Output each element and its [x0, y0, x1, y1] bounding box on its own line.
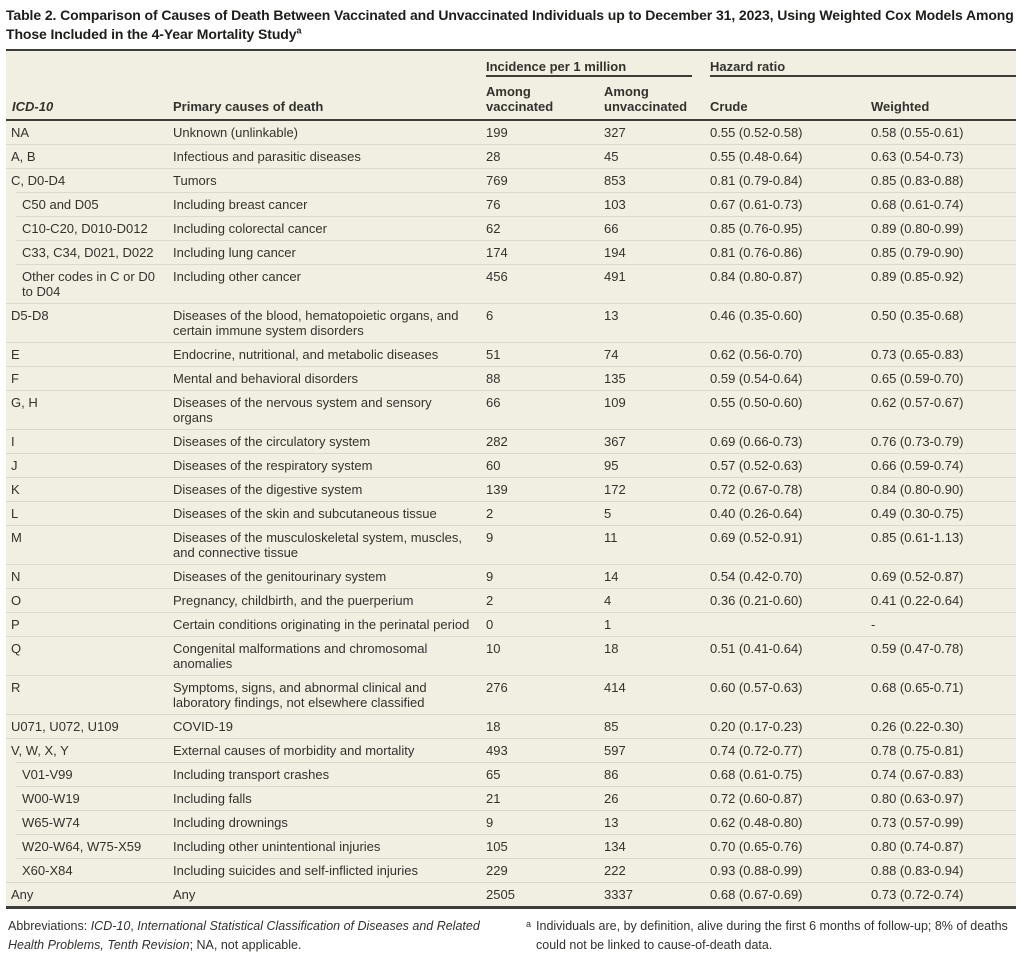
- cell-unvaccinated: 597: [604, 743, 626, 758]
- cell-crude: 0.68 (0.61-0.75): [710, 767, 803, 782]
- cell-vaccinated: 229: [486, 863, 508, 878]
- cell-crude: 0.55 (0.52-0.58): [710, 125, 803, 140]
- cell-vaccinated: 493: [486, 743, 508, 758]
- cell-weighted: 0.50 (0.35-0.68): [871, 308, 964, 323]
- cell-weighted: 0.63 (0.54-0.73): [871, 149, 964, 164]
- cell-crude: 0.69 (0.66-0.73): [710, 434, 803, 449]
- cell-weighted: 0.85 (0.83-0.88): [871, 173, 964, 188]
- footnote-a: [526, 917, 1016, 955]
- cell-weighted: 0.85 (0.79-0.90): [871, 245, 964, 260]
- cell-weighted: 0.80 (0.74-0.87): [871, 839, 964, 854]
- cell-icd: U071, U072, U109: [11, 719, 119, 734]
- cell-crude: 0.85 (0.76-0.95): [710, 221, 803, 236]
- cell-weighted: 0.85 (0.61-1.13): [871, 530, 964, 545]
- table-row: [6, 564, 1016, 588]
- cell-icd: K: [11, 482, 20, 497]
- cell-vaccinated: 6: [486, 308, 494, 323]
- cell-cause: Mental and behavioral disorders: [173, 371, 358, 386]
- col-group-incidence-label: Incidence per 1 million: [486, 59, 627, 74]
- table-row: [6, 121, 1016, 144]
- cell-vaccinated: 282: [486, 434, 508, 449]
- cell-crude: 0.46 (0.35-0.60): [710, 308, 803, 323]
- cell-icd: G, H: [11, 395, 38, 410]
- cell-crude: 0.57 (0.52-0.63): [710, 458, 803, 473]
- table-row: [6, 429, 1016, 453]
- cell-weighted: 0.62 (0.57-0.67): [871, 395, 964, 410]
- cell-icd: NA: [11, 125, 30, 140]
- footnote-a-marker: a: [526, 919, 532, 929]
- table-row: [6, 612, 1016, 636]
- cell-crude: 0.69 (0.52-0.91): [710, 530, 803, 545]
- cell-vaccinated: 65: [486, 767, 501, 782]
- cell-vaccinated: 9: [486, 569, 494, 584]
- cell-vaccinated: 10: [486, 641, 501, 656]
- cell-icd: M: [11, 530, 22, 545]
- cell-weighted: 0.89 (0.85-0.92): [871, 269, 964, 284]
- col-header-vaccinated-label: Among vaccinated: [486, 84, 554, 114]
- cell-unvaccinated: 103: [604, 197, 626, 212]
- cell-vaccinated: 9: [486, 530, 494, 545]
- cell-cause: Diseases of the digestive system: [173, 482, 363, 497]
- table-row: [6, 636, 1016, 675]
- col-header-vaccinated: [478, 84, 596, 114]
- cell-vaccinated: 76: [486, 197, 501, 212]
- cell-vaccinated: 18: [486, 719, 501, 734]
- cell-cause: Unknown (unlinkable): [173, 125, 299, 140]
- cell-crude: 0.40 (0.26-0.64): [710, 506, 803, 521]
- cell-weighted: 0.68 (0.65-0.71): [871, 680, 964, 695]
- col-header-cause: Primary causes of death: [173, 99, 324, 114]
- cell-crude: 0.62 (0.48-0.80): [710, 815, 803, 830]
- table-row: [6, 366, 1016, 390]
- cell-unvaccinated: 11: [604, 530, 618, 545]
- cell-vaccinated: 88: [486, 371, 501, 386]
- cell-crude: 0.55 (0.48-0.64): [710, 149, 803, 164]
- cell-vaccinated: 66: [486, 395, 501, 410]
- cell-crude: 0.70 (0.65-0.76): [710, 839, 803, 854]
- cell-cause: Including falls: [173, 791, 252, 806]
- col-group-hazard: [702, 51, 1016, 77]
- cell-weighted: 0.76 (0.73-0.79): [871, 434, 964, 449]
- table-row: [6, 675, 1016, 714]
- col-header-weighted: Weighted: [871, 99, 930, 114]
- cell-weighted: 0.73 (0.72-0.74): [871, 887, 964, 902]
- table-row: [6, 714, 1016, 738]
- cell-cause: Pregnancy, childbirth, and the puerperium: [173, 593, 414, 608]
- cell-vaccinated: 9: [486, 815, 494, 830]
- cell-icd: C, D0-D4: [11, 173, 66, 188]
- cell-unvaccinated: 85: [604, 719, 619, 734]
- cell-unvaccinated: 853: [604, 173, 626, 188]
- cell-unvaccinated: 367: [604, 434, 626, 449]
- cell-cause: Symptoms, signs, and abnormal clinical and laboratory findings, not elsewhere classified: [173, 680, 427, 710]
- cell-unvaccinated: 109: [604, 395, 626, 410]
- cell-cause: Diseases of the skin and subcutaneous tissue: [173, 506, 437, 521]
- cell-icd: I: [11, 434, 15, 449]
- cell-cause: Including other cancer: [173, 269, 301, 284]
- col-header-crude: Crude: [710, 99, 748, 114]
- table-row: [6, 342, 1016, 366]
- table-row: [6, 834, 1016, 858]
- table-row: [6, 858, 1016, 882]
- table-title-text: Table 2. Comparison of Causes of Death Between Vaccinated and Unvaccinated Individuals up to December 31, 2023, Using Weighted Cox Models Among Those Included in the 4-Year Mortality Study: [6, 7, 1014, 42]
- cell-crude: 0.59 (0.54-0.64): [710, 371, 803, 386]
- table-group-header-row: [6, 51, 1016, 77]
- cell-weighted: 0.26 (0.22-0.30): [871, 719, 964, 734]
- abbreviations-note: [8, 917, 500, 955]
- cell-crude: 0.72 (0.60-0.87): [710, 791, 803, 806]
- cell-crude: 0.68 (0.67-0.69): [710, 887, 803, 902]
- cell-icd: O: [11, 593, 22, 608]
- cell-weighted: 0.88 (0.83-0.94): [871, 863, 964, 878]
- table-column-header-row: [6, 77, 1016, 121]
- cell-crude: 0.74 (0.72-0.77): [710, 743, 803, 758]
- abbreviations-note-segment: ICD-10: [90, 919, 131, 933]
- table-row: [6, 168, 1016, 192]
- table-row: [6, 192, 1016, 216]
- cell-icd: A, B: [11, 149, 36, 164]
- cell-cause: Diseases of the blood, hematopoietic organs, and certain immune system disorders: [173, 308, 459, 338]
- cell-unvaccinated: 135: [604, 371, 626, 386]
- table-row: [6, 216, 1016, 240]
- cell-unvaccinated: 66: [604, 221, 619, 236]
- table-row: [6, 303, 1016, 342]
- cell-icd: D5-D8: [11, 308, 49, 323]
- cell-icd: L: [11, 506, 19, 521]
- cell-weighted: 0.73 (0.57-0.99): [871, 815, 964, 830]
- cell-weighted: 0.78 (0.75-0.81): [871, 743, 964, 758]
- col-header-unvaccinated-label: Among unvaccinated: [604, 84, 688, 114]
- cell-cause: Including other unintentional injuries: [173, 839, 381, 854]
- cell-unvaccinated: 14: [604, 569, 619, 584]
- cell-weighted: 0.49 (0.30-0.75): [871, 506, 964, 521]
- cell-icd: F: [11, 371, 19, 386]
- cell-unvaccinated: 74: [604, 347, 619, 362]
- cell-weighted: 0.68 (0.61-0.74): [871, 197, 964, 212]
- footnote-a-text: Individuals are, by definition, alive during the first 6 months of follow-up; 8% of deaths could not be linked to cause-of-death data.: [536, 919, 1008, 952]
- cell-weighted: 0.41 (0.22-0.64): [871, 593, 964, 608]
- table-row: [6, 264, 1016, 303]
- cell-vaccinated: 2: [486, 506, 494, 521]
- col-header-icd: ICD-10: [12, 99, 54, 114]
- cell-cause: Endocrine, nutritional, and metabolic diseases: [173, 347, 439, 362]
- cell-crude: [702, 613, 863, 636]
- cell-weighted: 0.74 (0.67-0.83): [871, 767, 964, 782]
- cell-unvaccinated: 5: [604, 506, 612, 521]
- table-title: [6, 0, 1016, 44]
- cell-weighted: 0.73 (0.65-0.83): [871, 347, 964, 362]
- abbreviations-note-segment: International Statistical Classification of Diseases and Related Health Problems, Tenth Revision: [8, 919, 480, 952]
- cell-unvaccinated: 3337: [604, 887, 633, 902]
- cell-weighted: 0.59 (0.47-0.78): [871, 641, 964, 656]
- cell-icd: Q: [11, 641, 22, 656]
- cell-weighted: 0.80 (0.63-0.97): [871, 791, 964, 806]
- cell-vaccinated: 21: [486, 791, 501, 806]
- cell-cause: COVID-19: [173, 719, 233, 734]
- cell-icd: C10-C20, D010-D012: [22, 221, 148, 236]
- cell-vaccinated: 2: [486, 593, 494, 608]
- table-row: [6, 390, 1016, 429]
- cell-vaccinated: 199: [486, 125, 508, 140]
- cell-cause: Including lung cancer: [173, 245, 296, 260]
- table-body: [6, 121, 1016, 906]
- cell-crude: 0.67 (0.61-0.73): [710, 197, 803, 212]
- cell-cause: Diseases of the respiratory system: [173, 458, 373, 473]
- cell-crude: 0.60 (0.57-0.63): [710, 680, 803, 695]
- cell-vaccinated: 769: [486, 173, 508, 188]
- group-header-spacer: [6, 51, 478, 77]
- cell-unvaccinated: 327: [604, 125, 626, 140]
- cell-icd: W00-W19: [22, 791, 80, 806]
- cell-unvaccinated: 414: [604, 680, 626, 695]
- cell-icd: V01-V99: [22, 767, 73, 782]
- cell-vaccinated: 276: [486, 680, 508, 695]
- cell-icd: W65-W74: [22, 815, 80, 830]
- cell-crude: 0.62 (0.56-0.70): [710, 347, 803, 362]
- cell-weighted: 0.66 (0.59-0.74): [871, 458, 964, 473]
- cell-cause: Congenital malformations and chromosomal anomalies: [173, 641, 428, 671]
- cell-cause: Tumors: [173, 173, 217, 188]
- cell-crude: 0.36 (0.21-0.60): [710, 593, 803, 608]
- cell-unvaccinated: 13: [604, 815, 619, 830]
- cell-vaccinated: 0: [486, 617, 494, 632]
- abbreviations-note-segment: Abbreviations:: [8, 919, 91, 933]
- cell-vaccinated: 2505: [486, 887, 515, 902]
- cell-icd: W20-W64, W75-X59: [22, 839, 142, 854]
- table-row: [6, 453, 1016, 477]
- table-row: [6, 810, 1016, 834]
- table-row: [6, 477, 1016, 501]
- cell-icd: J: [11, 458, 18, 473]
- cell-icd: V, W, X, Y: [11, 743, 69, 758]
- cell-icd: E: [11, 347, 20, 362]
- cell-unvaccinated: 26: [604, 791, 619, 806]
- cell-unvaccinated: 134: [604, 839, 626, 854]
- cell-unvaccinated: 45: [604, 149, 619, 164]
- cell-crude: 0.84 (0.80-0.87): [710, 269, 803, 284]
- cell-vaccinated: 28: [486, 149, 501, 164]
- cell-vaccinated: 51: [486, 347, 501, 362]
- cell-vaccinated: 62: [486, 221, 501, 236]
- cell-crude: 0.81 (0.76-0.86): [710, 245, 803, 260]
- data-table: [6, 49, 1016, 909]
- cell-weighted: 0.69 (0.52-0.87): [871, 569, 964, 584]
- col-group-incidence: [478, 51, 702, 77]
- cell-weighted: 0.65 (0.59-0.70): [871, 371, 964, 386]
- abbreviations-note-segment: ,: [130, 919, 138, 933]
- cell-unvaccinated: 18: [604, 641, 619, 656]
- cell-icd: C33, C34, D021, D022: [22, 245, 154, 260]
- cell-cause: Including colorectal cancer: [173, 221, 327, 236]
- table-row: [6, 786, 1016, 810]
- cell-unvaccinated: 95: [604, 458, 619, 473]
- cell-weighted: -: [871, 617, 876, 632]
- cell-unvaccinated: 172: [604, 482, 626, 497]
- cell-crude: 0.55 (0.50-0.60): [710, 395, 803, 410]
- table-row: [6, 501, 1016, 525]
- cell-vaccinated: 105: [486, 839, 508, 854]
- cell-crude: 0.54 (0.42-0.70): [710, 569, 803, 584]
- footnotes: [6, 909, 1016, 955]
- cell-unvaccinated: 222: [604, 863, 626, 878]
- cell-cause: Diseases of the genitourinary system: [173, 569, 387, 584]
- cell-crude: 0.51 (0.41-0.64): [710, 641, 803, 656]
- cell-icd: Any: [11, 887, 34, 902]
- cell-icd: X60-X84: [22, 863, 73, 878]
- cell-icd: R: [11, 680, 21, 695]
- abbreviations-note-segment: ; NA, not applicable.: [189, 938, 302, 952]
- table-row: [6, 588, 1016, 612]
- cell-unvaccinated: 13: [604, 308, 619, 323]
- cell-cause: Including suicides and self-inflicted injuries: [173, 863, 418, 878]
- cell-crude: 0.93 (0.88-0.99): [710, 863, 803, 878]
- cell-vaccinated: 60: [486, 458, 501, 473]
- cell-cause: Including transport crashes: [173, 767, 330, 782]
- cell-weighted: 0.84 (0.80-0.90): [871, 482, 964, 497]
- col-header-unvaccinated: [596, 84, 702, 114]
- cell-weighted: 0.58 (0.55-0.61): [871, 125, 964, 140]
- cell-cause: Diseases of the circulatory system: [173, 434, 371, 449]
- cell-crude: 0.72 (0.67-0.78): [710, 482, 803, 497]
- table-row: [6, 762, 1016, 786]
- cell-cause: Diseases of the musculoskeletal system, muscles, and connective tissue: [173, 530, 462, 560]
- cell-cause: External causes of morbidity and mortality: [173, 743, 415, 758]
- cell-cause: Including breast cancer: [173, 197, 308, 212]
- cell-vaccinated: 174: [486, 245, 508, 260]
- cell-unvaccinated: 86: [604, 767, 619, 782]
- cell-icd: N: [11, 569, 21, 584]
- cell-cause: Diseases of the nervous system and sensory organs: [173, 395, 432, 425]
- cell-unvaccinated: 1: [604, 617, 612, 632]
- table-row: [6, 240, 1016, 264]
- table-row: [6, 738, 1016, 762]
- cell-cause: Infectious and parasitic diseases: [173, 149, 361, 164]
- title-footnote-marker: a: [296, 25, 302, 36]
- cell-unvaccinated: 491: [604, 269, 626, 284]
- cell-vaccinated: 139: [486, 482, 508, 497]
- cell-unvaccinated: 4: [604, 593, 612, 608]
- cell-icd: C50 and D05: [22, 197, 99, 212]
- table-row: [6, 144, 1016, 168]
- col-group-hazard-label: Hazard ratio: [710, 59, 786, 74]
- cell-icd: Other codes in C or D0 to D04: [22, 269, 155, 299]
- cell-vaccinated: 456: [486, 269, 508, 284]
- cell-cause: Any: [173, 887, 196, 902]
- cell-cause: Including drownings: [173, 815, 288, 830]
- table-row: [6, 525, 1016, 564]
- cell-icd: P: [11, 617, 20, 632]
- table-row: [6, 882, 1016, 906]
- cell-unvaccinated: 194: [604, 245, 626, 260]
- cell-weighted: 0.89 (0.80-0.99): [871, 221, 964, 236]
- cell-cause: Certain conditions originating in the perinatal period: [173, 617, 470, 632]
- cell-crude: 0.20 (0.17-0.23): [710, 719, 803, 734]
- cell-crude: 0.81 (0.79-0.84): [710, 173, 803, 188]
